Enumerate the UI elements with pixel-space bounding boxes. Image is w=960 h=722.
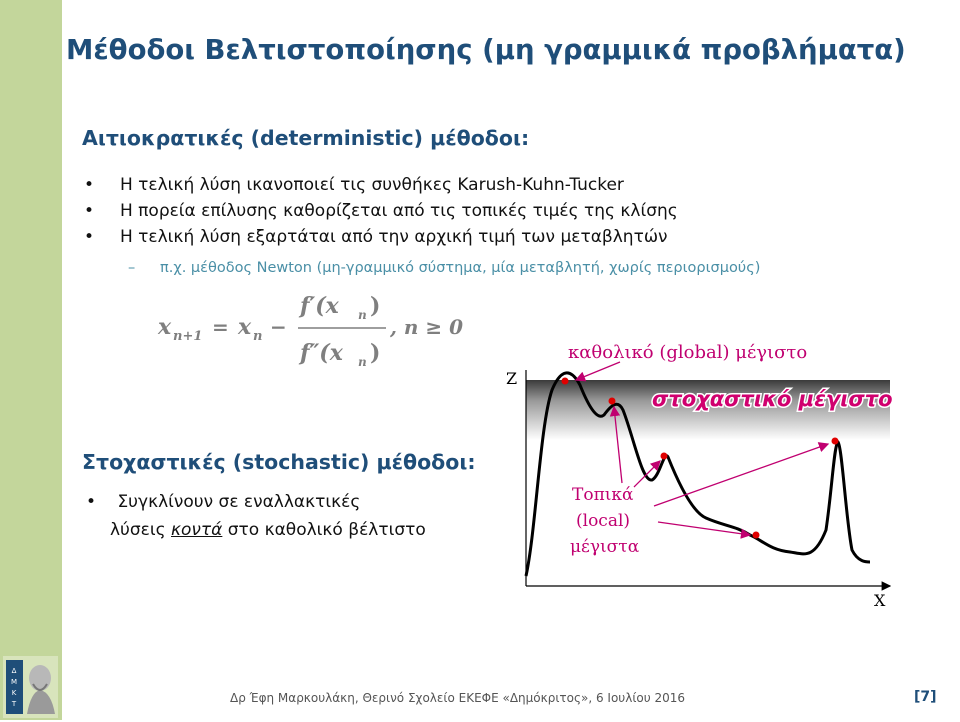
local-maximum-marker: [832, 438, 839, 445]
stochastic-bullet-line-1: [82, 488, 426, 516]
bullet-dot: •: [84, 227, 95, 247]
deterministic-heading: Αιτιοκρατικές (deterministic) μέθοδοι:: [82, 126, 530, 150]
emphasized-word: κοντά: [171, 520, 223, 540]
formula-lhs: x: [158, 314, 172, 340]
global-maximum-label: καθολικό (global) μέγιστο: [568, 342, 808, 363]
x-axis-label: X: [874, 591, 886, 610]
bullet-text: Η τελική λύση εξαρτάται από την αρχική τιμή των μεταβλητών: [120, 227, 668, 247]
sidebar-band: [0, 0, 62, 720]
global-maximum-marker: [562, 378, 569, 385]
global-arrow: [576, 362, 620, 380]
local-maximum-marker: [753, 532, 760, 539]
stochastic-bullet-text-2a: λύσεις: [110, 520, 171, 540]
stochastic-bullet-line-2: [82, 516, 426, 544]
bullet-dot: •: [84, 201, 95, 221]
bullet-text: Η πορεία επίλυσης καθορίζεται από τις τοπικές τιμές της κλίσης: [120, 201, 678, 221]
local-label-line-1: Τοπικά: [572, 485, 634, 505]
formula-equals: =: [212, 315, 229, 339]
formula-lhs-sub: n+1: [173, 329, 203, 344]
slide-title: Μέθοδοι Βελτιστοποίησης (μη γραμμικά προβλήματα): [66, 34, 906, 66]
local-label-line-3: μέγιστα: [570, 537, 640, 557]
local-label-line-2: (local): [576, 511, 631, 531]
sub-bullet-text: π.χ. μέθοδος Newton (μη-γραμμικό σύστημα, μία μεταβλητή, χωρίς περιορισμούς): [160, 260, 761, 276]
list-item: [82, 172, 862, 198]
footer-credit: Δρ Έφη Μαρκουλάκη, Θερινό Σχολείο ΕΚΕΦΕ «Δημόκριτος», 6 Ιουλίου 2016: [230, 691, 686, 705]
bullet-text: Η τελική λύση ικανοποιεί τις συνθήκες Karush-Kuhn-Tucker: [120, 175, 624, 195]
democritus-logo: [3, 656, 58, 718]
dash-marker: –: [128, 260, 136, 276]
formula-rhs-x: x: [238, 314, 252, 340]
svg-text:Τ: Τ: [11, 700, 17, 708]
list-item: [82, 224, 862, 250]
stochastic-maximum-label: στοχαστικό μέγιστο: [652, 387, 893, 411]
svg-text:Δ: Δ: [11, 667, 17, 675]
page-number: [7]: [914, 689, 937, 705]
formula-minus: −: [270, 315, 287, 339]
local-maximum-marker: [609, 398, 616, 405]
formula-numerator-close: ): [370, 293, 381, 319]
local-arrow: [654, 444, 828, 506]
bullet-dot: •: [86, 492, 97, 512]
optimization-landscape-figure: [500, 330, 900, 620]
z-axis-label: Z: [506, 369, 518, 388]
formula-denominator: f″(x: [300, 340, 343, 366]
formula-condition: , n ≥ 0: [390, 315, 464, 339]
formula-rhs-sub: n: [253, 329, 263, 344]
stochastic-bullet-text-1: Συγκλίνουν σε εναλλακτικές: [117, 492, 361, 512]
formula-numerator: f′(x: [300, 293, 339, 319]
stochastic-bullet: [82, 488, 426, 544]
stochastic-heading: Στοχαστικές (stochastic) μέθοδοι:: [82, 450, 476, 474]
formula-numerator-sub: n: [358, 308, 367, 322]
svg-text:Κ: Κ: [11, 689, 17, 697]
local-maximum-marker: [661, 453, 668, 460]
list-item: [82, 198, 862, 224]
formula-denominator-sub: n: [358, 355, 367, 369]
formula-denominator-close: ): [370, 340, 381, 366]
bullet-dot: •: [84, 175, 95, 195]
stochastic-bullet-text-2b: στο καθολικό βέλτιστο: [222, 520, 426, 540]
svg-text:Μ: Μ: [10, 678, 18, 686]
newton-formula: [150, 284, 490, 370]
deterministic-bullet-list: [82, 172, 862, 250]
